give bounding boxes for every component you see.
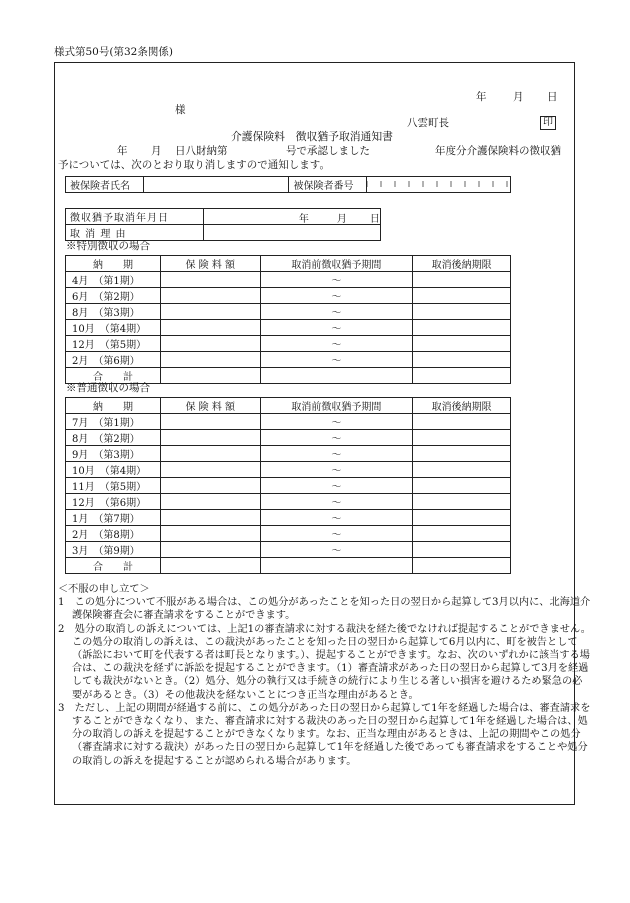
deferral-cell[interactable]: ～ [260,526,413,542]
table-row [66,542,511,558]
date-year: 年 [476,91,487,103]
period-cell: 3月 （第9期） [66,542,161,558]
table-row [66,320,511,336]
period-cell: 6月 （第2期） [66,288,161,304]
deferral-cell[interactable]: ～ [260,478,413,494]
total-deferral-cell [260,558,413,574]
total-label: 合 計 [66,558,161,574]
header-period: 納 期 [66,398,161,414]
amount-cell[interactable] [160,526,260,542]
period-cell: 4月 （第1期） [66,272,161,288]
header-period: 納 期 [66,256,161,272]
deferral-cell[interactable]: ～ [260,430,413,446]
period-cell: 11月 （第5期） [66,478,161,494]
appeal-item-3: 3 ただし、上記の期間が経過する前に、この処分があった日の翌日から起算して1年を経過した場合は、審査請求をすることができなくなり、また、審査請求に対する裁決のあった日の翌日から起算して1年を経過した場合は、処分の取消しの訴えを提起することができなくなります。なお、正当な理由があるときは、上記の期間やこの処分（審査請求に対する裁決）があった日の翌日から起算して1年を経過した後であっても審査請求をすることや処分の取消しの訴えを提起することが認められる場合があります。 [58,702,591,767]
table-row [66,446,511,462]
deadline-cell[interactable] [413,510,511,526]
deferral-cell[interactable]: ～ [260,352,413,368]
deferral-cell[interactable]: ～ [260,494,413,510]
total-deadline-cell [413,558,511,574]
amount-cell[interactable] [160,288,260,304]
header-deadline: 取消後納期限 [413,256,511,272]
total-deadline-cell [413,368,511,384]
deferral-cell[interactable]: ～ [260,288,413,304]
deadline-cell[interactable] [413,446,511,462]
period-cell: 12月 （第6期） [66,494,161,510]
table-row [66,510,511,526]
appeal-section [58,583,592,768]
period-cell: 10月 （第4期） [66,462,161,478]
deferral-cell[interactable]: ～ [260,542,413,558]
deferral-cell[interactable]: ～ [260,336,413,352]
table-row [66,272,511,288]
amount-cell[interactable] [160,352,260,368]
issuer-name: 八雲町長 [407,117,449,129]
deadline-cell[interactable] [413,494,511,510]
cancel-table [65,208,381,241]
table-row [66,462,511,478]
ordinary-heading: ※普通徴収の場合 [66,382,150,394]
amount-cell[interactable] [160,430,260,446]
header-deferral: 取消前徴収猶予期間 [260,398,413,414]
period-cell: 8月 （第3期） [66,304,161,320]
total-deferral-cell [260,368,413,384]
deferral-cell[interactable]: ～ [260,446,413,462]
addressee-suffix: 様 [175,104,186,116]
total-row [66,558,511,574]
seal-mark: 印 [540,116,556,130]
special-table [65,255,511,384]
insured-name-label: 被保険者氏名 [66,177,144,193]
cancel-date-label: 徴収猶予取消年月日 [66,209,204,225]
table-row [66,494,511,510]
deferral-cell[interactable]: ～ [260,462,413,478]
header-deferral: 取消前徴収猶予期間 [260,256,413,272]
date-day: 日 [547,91,558,103]
table-row [66,336,511,352]
deferral-cell[interactable]: ～ [260,320,413,336]
period-cell: 10月 （第4期） [66,320,161,336]
insured-number-field[interactable] [367,177,511,193]
period-cell: 2月 （第6期） [66,352,161,368]
header-deadline: 取消後納期限 [413,398,511,414]
deferral-cell[interactable]: ～ [260,272,413,288]
amount-cell[interactable] [160,304,260,320]
amount-cell[interactable] [160,478,260,494]
deferral-cell[interactable]: ～ [260,510,413,526]
special-heading: ※特別徴収の場合 [66,240,150,252]
table-row [66,526,511,542]
insured-name-field[interactable] [143,177,289,193]
appeal-heading: ＜不服の申し立て＞ [58,584,150,595]
deadline-cell[interactable] [413,288,511,304]
deadline-cell[interactable] [413,414,511,430]
appeal-item-2: 2 処分の取消しの訴えについては、上記1の審査請求に対する裁決を経た後でなければ提起することができません。この処分の取消しの訴えは、この裁決があったことを知った日の翌日から起算して6月以内に、町を被告として（訴訟において町を代表する者は町長となります。）、提起することができます。なお、次のいずれかに該当する場合は、この裁決を経ずに訴訟を提起することができます。（1）審査請求があった日の翌日から起算して3月を経過しても裁決がないとき。（2）処分、処分の執行又は手続きの続行により生じる著しい損害を避けるため緊急の必要があるとき。（3）その他裁決を経ないことにつき正当な理由があるとき。 [58,623,591,701]
amount-cell[interactable] [160,510,260,526]
deadline-cell[interactable] [413,542,511,558]
cancel-date-year: 年 [298,214,309,225]
amount-cell[interactable] [160,272,260,288]
period-cell: 2月 （第8期） [66,526,161,542]
date-month: 月 [513,91,524,103]
deadline-cell[interactable] [413,336,511,352]
deadline-cell[interactable] [413,526,511,542]
table-row [66,430,511,446]
intro-year: 年 [117,145,128,157]
deadline-cell[interactable] [413,430,511,446]
table-row [66,414,511,430]
intro-line2: 予については、次のとおり取り消しますので通知します。 [58,159,330,171]
table-row [66,478,511,494]
total-label: 合 計 [66,368,161,384]
amount-cell[interactable] [160,462,260,478]
reason-label: 取 消 理 由 [66,225,204,241]
appeal-item-1: 1 この処分について不服がある場合は、この処分があったことを知った日の翌日から起算して3月以内に、北海道介護保険審査会に審査請求をすることができます。 [58,597,591,622]
intro-month: 月 [151,145,162,157]
header-amount: 保 険 料 額 [160,256,260,272]
period-cell: 12月 （第5期） [66,336,161,352]
deadline-cell[interactable] [413,478,511,494]
amount-cell[interactable] [160,336,260,352]
total-amount-cell[interactable] [160,368,260,384]
table-row [66,352,511,368]
amount-cell[interactable] [160,542,260,558]
amount-cell[interactable] [160,320,260,336]
document-title: 介護保険料 徴収猶予取消通知書 [231,130,393,143]
deadline-cell[interactable] [413,304,511,320]
cancel-date-field[interactable] [203,209,380,225]
deadline-cell[interactable] [413,272,511,288]
intro-approved: 号で承認しました [286,145,370,157]
ordinary-table [65,397,511,574]
amount-cell[interactable] [160,414,260,430]
period-cell: 1月 （第7期） [66,510,161,526]
amount-cell[interactable] [160,494,260,510]
total-amount-cell[interactable] [160,558,260,574]
reason-field[interactable] [203,225,380,241]
insured-table [65,176,511,193]
header-amount: 保 険 料 額 [160,398,260,414]
period-cell: 8月 （第2期） [66,430,161,446]
deferral-cell[interactable]: ～ [260,304,413,320]
table-row [66,304,511,320]
table-row [66,288,511,304]
deferral-cell[interactable]: ～ [260,414,413,430]
amount-cell[interactable] [160,446,260,462]
deadline-cell[interactable] [413,462,511,478]
deadline-cell[interactable] [413,352,511,368]
cancel-date-month: 月 [336,214,347,225]
form-number: 様式第50号(第32条関係) [54,46,173,58]
cancel-date-day: 日 [369,214,380,225]
period-cell: 9月 （第3期） [66,446,161,462]
insured-number-label: 被保険者番号 [289,177,367,193]
intro-ref: 日八財納第 [175,145,228,157]
deadline-cell[interactable] [413,320,511,336]
period-cell: 7月 （第1期） [66,414,161,430]
intro-fiscal: 年度分介護保険料の徴収猶 [435,145,561,157]
